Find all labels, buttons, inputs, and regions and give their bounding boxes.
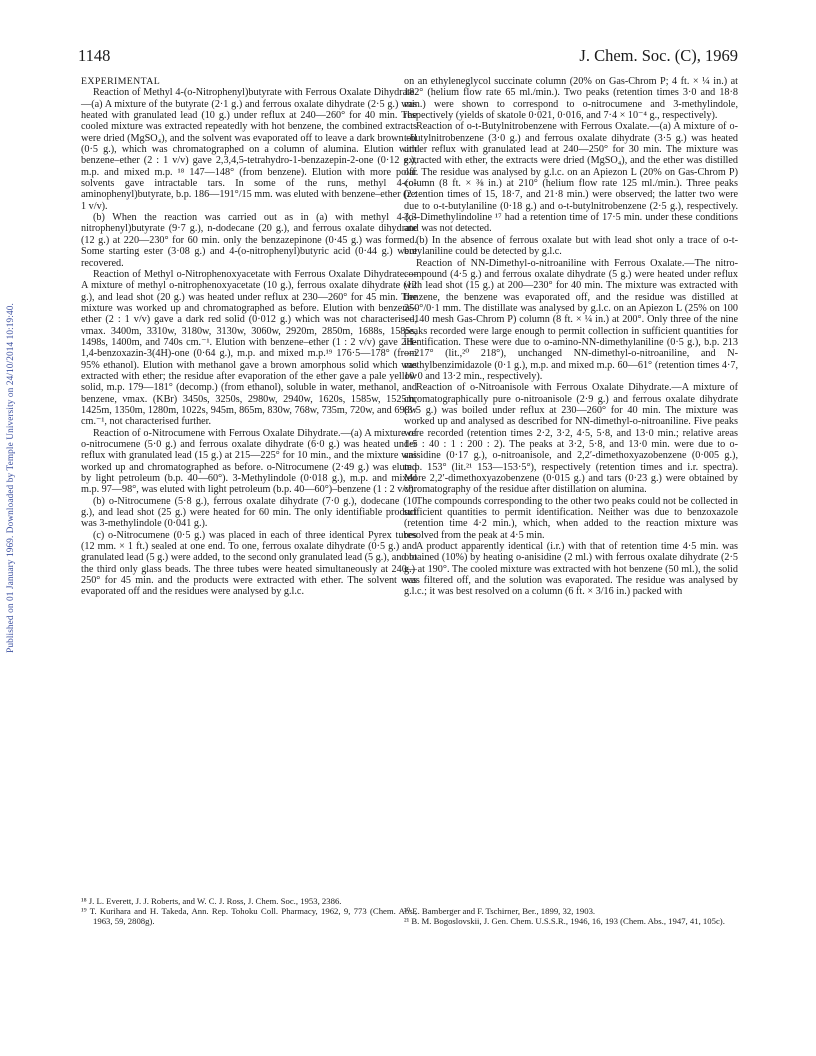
- footnotes-right: [404, 906, 738, 926]
- footnote: ¹⁸ J. L. Everett, J. J. Roberts, and W. C. J. Ross, J. Chem. Soc., 1953, 2386.: [81, 896, 342, 906]
- download-notice: Published on 01 January 1969. Downloaded by Temple University on 24/10/2014 10:19:40.: [6, 303, 16, 653]
- footnotes-left: [81, 896, 417, 926]
- paragraph: (b) In the absence of ferrous oxalate but with lead shot only a trace of o-t-butylaniline could be detected by g.l.c.: [404, 234, 738, 258]
- paragraph: Reaction of o-t-Butylnitrobenzene with Ferrous Oxalate.—(a) A mixture of o-t-butylnitrobenzene (3·0 g.) and ferrous oxalate dihydrate (3·5 g.) was heated under reflux with granulated lead at 240—250° for 30 min. The mixture was extracted with ether, the extracts were dried (MgSO₄), and the ether was distilled off. The residue was analysed by g.l.c. on an Apiezon L (20% on Gas-Chrom P) column (8 ft. × ⅜ in.) at 210° (helium flow rate 125 ml./min.). Three peaks (retention times of 15, 18·7, and 21·8 min.) were observed; the latter two were due to o-t-butylaniline (0·18 g.) and o-t-butylnitrobenzene (2·5 g.), respectively. 3,3-Dimethylindoline ¹⁷ had a retention time of 17·5 min. under these conditions and was not detected.: [404, 121, 738, 235]
- paragraph: Reaction of o-Nitrocumene with Ferrous Oxalate Dihydrate.—(a) A mixture of o-nitrocumene (5·0 g.) and ferrous oxalate dihydrate (6·0 g.) was heated under reflux with granulated lead (15 g.) at 215—225° for 10 min., and the mixture was worked up and chromatographed as before. o-Nitrocumene (2·49 g.) was eluted by light petroleum (b.p. 40—60°). 3-Methylindole (0·018 g.), m.p. and mixed m.p. 97—98°, was eluted with light petroleum (b.p. 40—60°)–benzene (1 : 2 v/v).: [81, 427, 417, 496]
- paragraph: A product apparently identical (i.r.) with that of retention time 4·5 min. was obtained (10%) by heating o-anisidine (2 ml.) with ferrous oxalate dihydrate (2·5 g.) at 190°. The cooled mixture was extracted with hot benzene (50 ml.), the solid was filtered off, and the solution was evaporated. The residue was analysed by g.l.c.; it was best resolved on a column (6 ft. × 3/16 in.) packed with: [404, 541, 738, 598]
- page-header: [78, 46, 738, 70]
- footnote: ²¹ B. M. Bogoslovskii, J. Gen. Chem. U.S.S.R., 1946, 16, 193 (Chem. Abs., 1947, 41, 105c).: [404, 916, 725, 926]
- footnote: ¹⁹ T. Kurihara and H. Takeda, Ann. Rep. Tohoku Coll. Pharmacy, 1962, 9, 773 (Chem. Abs., 1963, 59, 2808g).: [81, 906, 417, 926]
- journal-title: J. Chem. Soc. (C), 1969: [579, 46, 738, 65]
- paragraph: on an ethyleneglycol succinate column (20% on Gas-Chrom P; 4 ft. × ¼ in.) at 182° (helium flow rate 65 ml./min.). Two peaks (retention times 3·0 and 18·8 min.) were shown to correspond to o-nitrocumene and 3-methylindole, respectively (yields of skatole 0·021, 0·016, and 7·4 × 10⁻⁴ g., respectively).: [404, 76, 738, 122]
- paragraph: Reaction of Methyl 4-(o-Nitrophenyl)butyrate with Ferrous Oxalate Dihydrate.—(a) A mixture of the butyrate (2·1 g.) and ferrous oxalate dihydrate (2·5 g.) was heated with granulated lead (10 g.) under reflux at 240—260° for 40 min. The cooled mixture was extracted repeatedly with hot benzene, the combined extracts were dried (MgSO₄), and the solvent was evaporated off to leave a dark brown oil (0·5 g.), which was chromatographed on a column of alumina. Elution with benzene–ether (2 : 1 v/v) gave 2,3,4,5-tetrahydro-1-benzazepin-2-one (0·12 g.), m.p. and mixed m.p. ¹⁸ 147—148° (from benzene). Elution with more polar solvents gave intractable tars. In some of the runs, methyl 4-(o-aminophenyl)butyrate, b.p. 186—191°/15 mm. was eluted with benzene–ether (2 : 1 v/v).: [81, 87, 417, 212]
- page-number: 1148: [78, 46, 111, 65]
- paragraph: Reaction of NN-Dimethyl-o-nitroaniline with Ferrous Oxalate.—The nitro-compound (4·5 g.) and ferrous oxalate dihydrate (5 g.) were heated under reflux with lead shot (15 g.) at 200—230° for 40 min. The mixture was extracted with benzene, the benzene was evaporated off, and the residue was distilled at 250°/0·1 mm. The distillate was analysed by g.l.c. on an Apiezon L (25% on 100—140 mesh Gas-Chrom P) column (8 ft. × ¼ in.) at 200°. Only three of the nine peaks recorded were large enough to permit collection in sufficient quantities for identification. These were due to o-amino-NN-dimethylaniline (0·5 g.), b.p. 213—217° (lit.,²⁰ 218°), unchanged NN-dimethyl-o-nitroaniline, and N-methylbenzimidazole (0·1 g.), m.p. and mixed m.p. 60—61° (retention times 4·7, 10·0 and 13·2 min., respectively).: [404, 257, 738, 382]
- footnote: ²⁰ E. Bamberger and F. Tschirner, Ber., 1899, 32, 1903.: [404, 906, 596, 916]
- paragraph: Reaction of Methyl o-Nitrophenoxyacetate with Ferrous Oxalate Dihydrate.—A mixture of methyl o-nitrophenoxyacetate (10 g.), ferrous oxalate dihydrate (12 g.), and lead shot (20 g.) was heated under reflux at 230—260° for 45 min. The mixture was worked up and chromatographed as before. Elution with benzene–ether (2 : 1 v/v) gave a dark red solid (0·012 g.) which was not characterised, νmax. 3400m, 3310w, 3180w, 3130w, 3060w, 2920m, 2850m, 1688s, 1585s, 1498s, 1400m, and 740s cm.⁻¹. Elution with benzene–ether (1 : 2 v/v) gave 2H-1,4-benzoxazin-3(4H)-one (0·64 g.), m.p. and mixed m.p.¹⁹ 176·5—178° (from 95% ethanol). Elution with methanol gave a brown amorphous solid which was extracted with ether; the residue after evaporation of the ether gave a pale yellow solid, m.p. 179—181° (decomp.) (from ethanol), soluble in water, methanol, and benzene, νmax. (KBr) 3450s, 3250s, 2980w, 2940w, 1620s, 1585w, 1525m, 1425m, 1350m, 1280m, 1022s, 945m, 865m, 830w, 768w, 735m, 720w, and 698w cm.⁻¹, not characterised further.: [81, 268, 417, 428]
- right-column: [404, 76, 738, 598]
- paragraph: (b) o-Nitrocumene (5·8 g.), ferrous oxalate dihydrate (7·0 g.), dodecane (10 g.), and lead shot (25 g.) were heated for 60 min. The only identifiable product was 3-methylindole (0·041 g.).: [81, 495, 417, 530]
- download-watermark: [4, 148, 18, 808]
- paragraph: (b) When the reaction was carried out as in (a) with methyl 4-(o-nitrophenyl)butyrate (9·7 g.), n-dodecane (20 g.), and ferrous oxalate dihydrate (12 g.) at 220—230° for 60 min. only the benzazepinone (0·45 g.) was formed. Some starting ester (3·08 g.) and 4-(o-nitrophenyl)butyric acid (0·44 g.) were recovered.: [81, 212, 417, 269]
- section-heading: EXPERIMENTAL: [81, 76, 161, 87]
- left-column: [81, 76, 417, 598]
- paragraph: (c) o-Nitrocumene (0·5 g.) was placed in each of three identical Pyrex tubes (12 mm. × 1 ft.) sealed at one end. To one, ferrous oxalate dihydrate (0·5 g.) and granulated lead (5 g.) were added, to the second only granulated lead (5 g.), and to the third only glass beads. The three tubes were heated simultaneously at 240—250° for 45 min. and the products were extracted with ether. The solvent was evaporated off and the residues were analysed by g.l.c.: [81, 529, 417, 598]
- paragraph: Reaction of o-Nitroanisole with Ferrous Oxalate Dihydrate.—A mixture of chromatographically pure o-nitroanisole (2·9 g.) and ferrous oxalate dihydrate (3·5 g.) was boiled under reflux at 230—260° for 40 min. The mixture was worked up and analysed as described for NN-dimethyl-o-nitroaniline. Five peaks were recorded (retention times 2·2, 3·2, 4·5, 5·8, and 13·0 min.; relative areas 1·5 : 40 : 1 : 200 : 2). The peaks at 3·2, 5·8, and 13·0 min. were due to o-anisidine (0·17 g.), o-nitroanisole, and 2,2′-dimethoxyazobenzene (0·005 g.), m.p. 153° (lit.²¹ 153—153·5°), respectively (retention times and i.r. spectra). More 2,2′-dimethoxyazobenzene (0·015 g.) and tars (0·23 g.) were obtained by chromatography of the residue after distillation on alumina.: [404, 382, 738, 496]
- paragraph: The compounds corresponding to the other two peaks could not be collected in sufficient quantities to permit identification. Neither was due to benzoxazole (retention time 4·2 min.), which, when added to the reaction mixture was resolved from the peak at 4·5 min.: [404, 495, 738, 541]
